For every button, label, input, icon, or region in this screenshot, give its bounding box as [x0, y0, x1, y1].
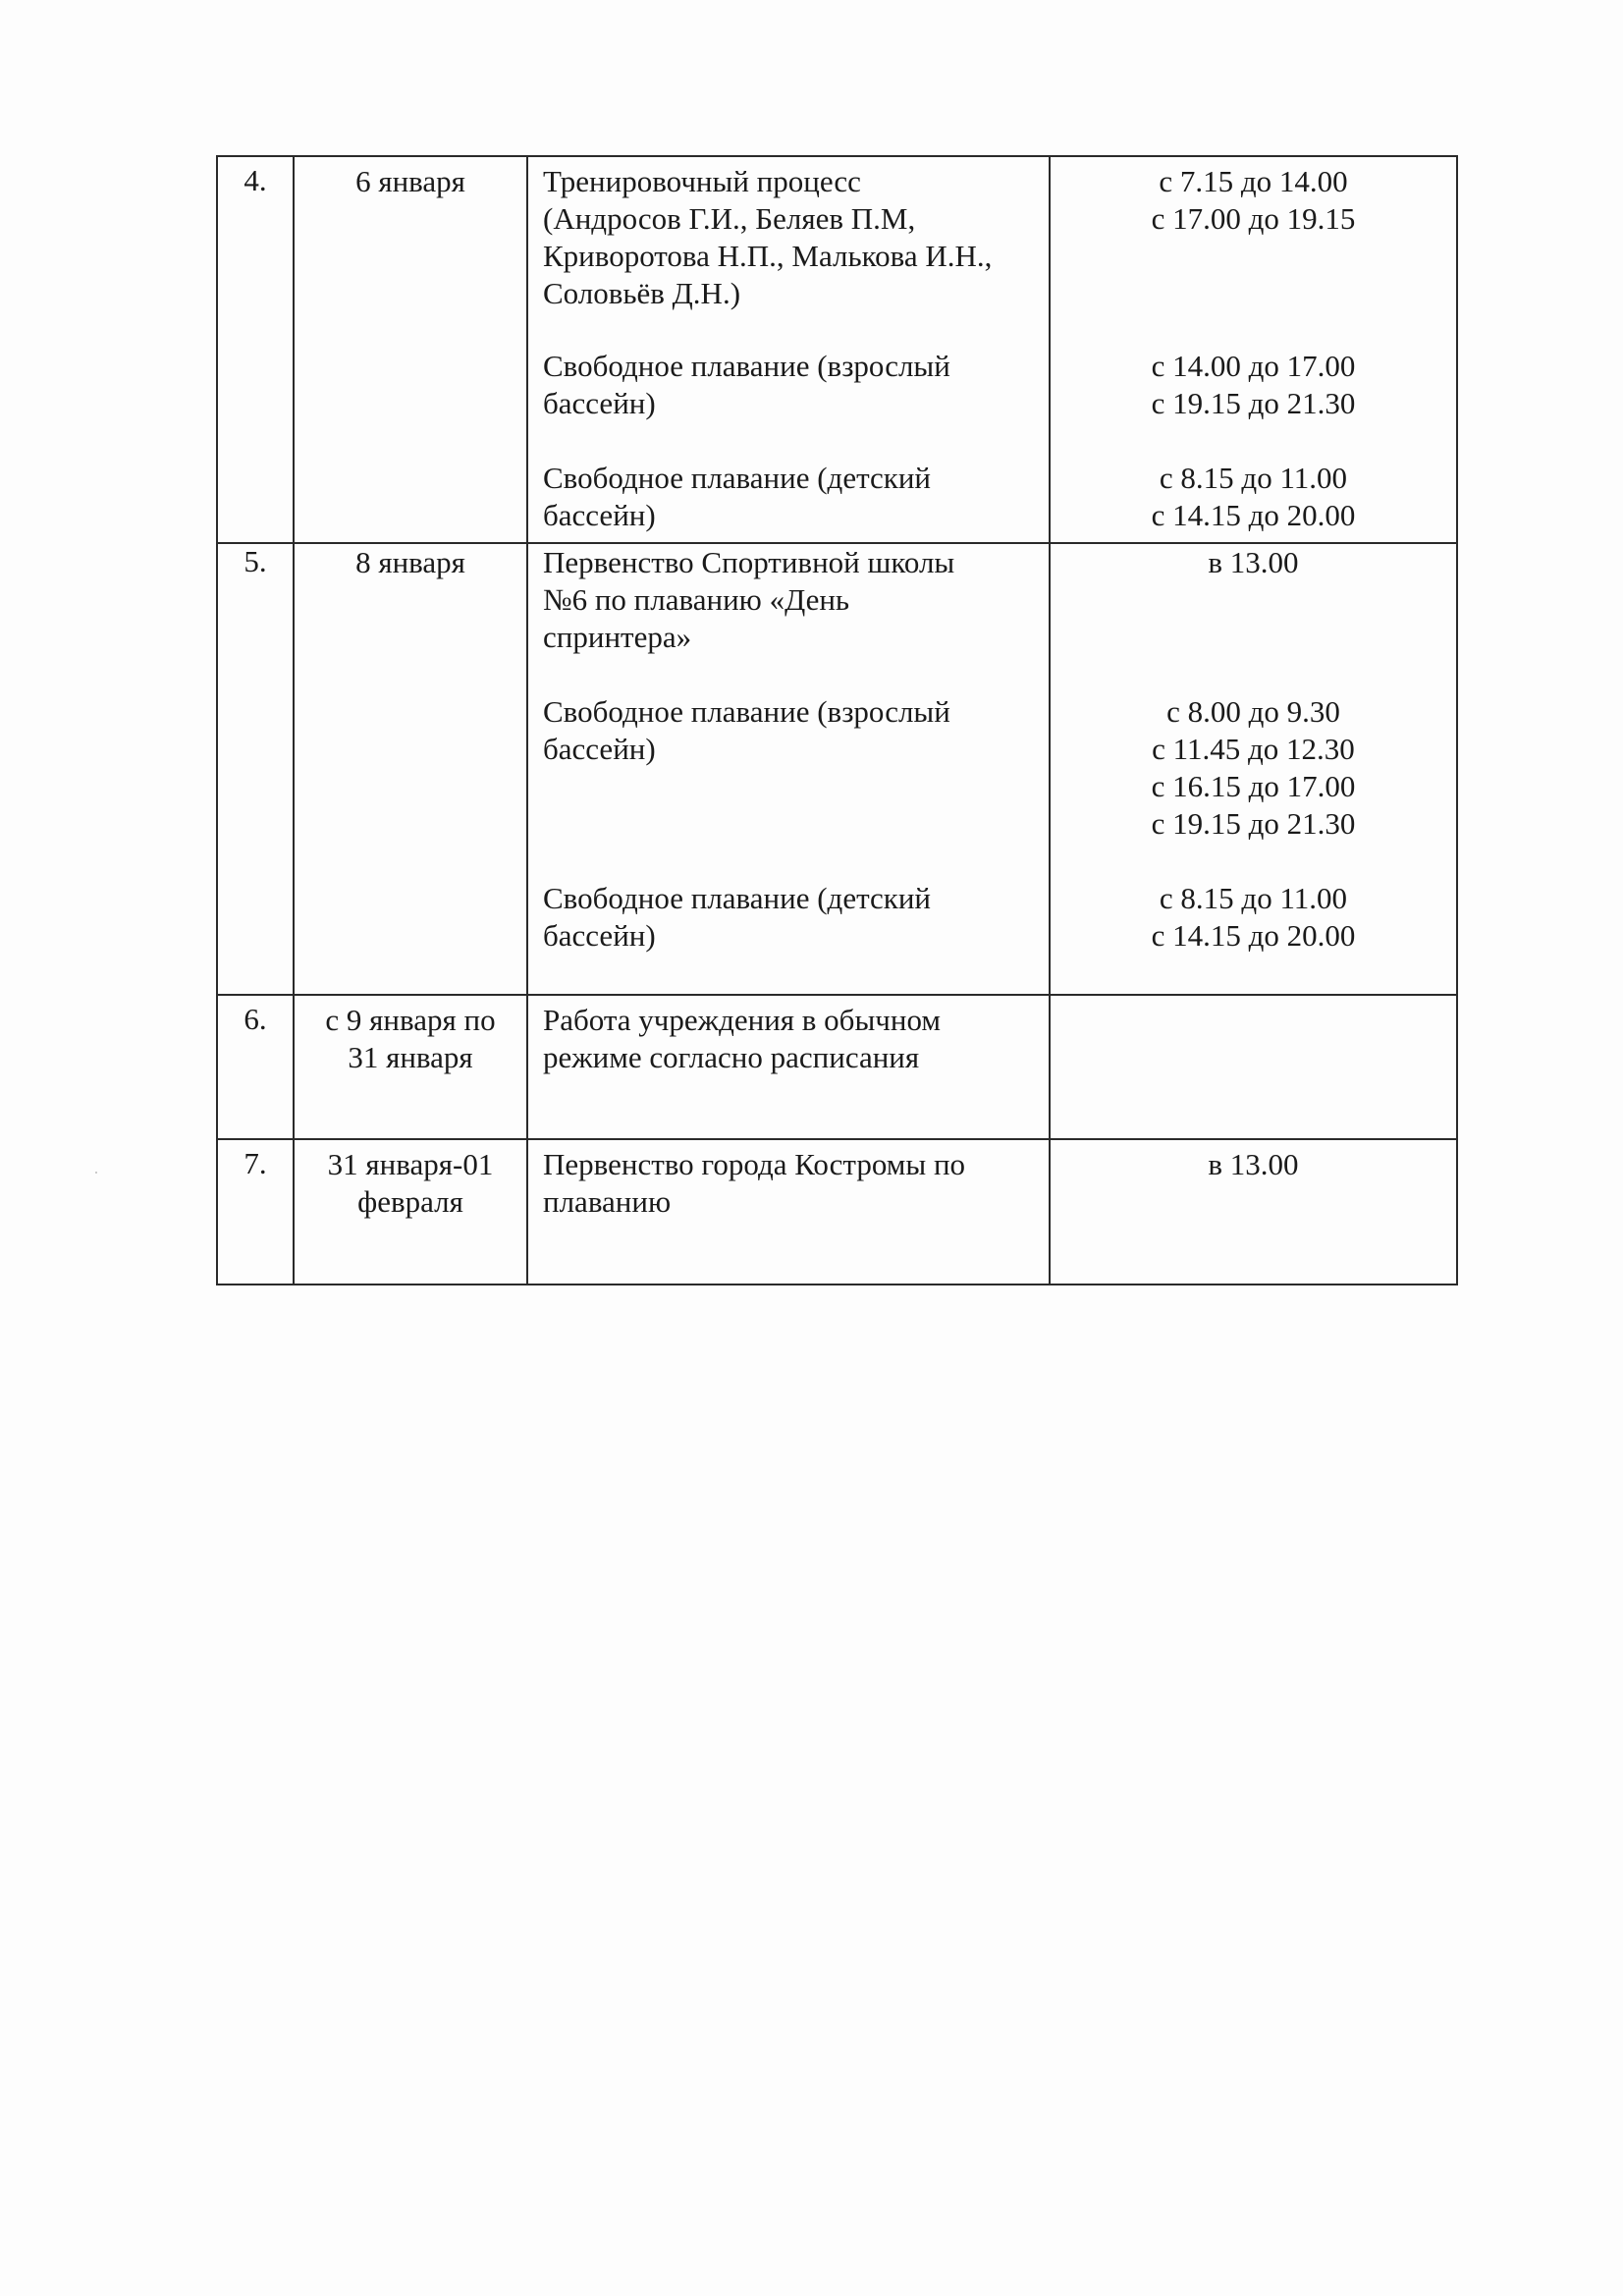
- time-line: с 7.15 до 14.00: [1159, 164, 1348, 198]
- scan-speck: [95, 1172, 97, 1174]
- event-line: (Андросов Г.И., Беляев П.М,: [543, 201, 916, 236]
- date-line: 31 января-01: [327, 1147, 494, 1181]
- row-number-cell: [217, 1139, 294, 1285]
- time-line: с 19.15 до 21.30: [1151, 386, 1356, 420]
- time-cell: [1050, 543, 1457, 995]
- date-cell: [294, 995, 527, 1139]
- table-row: [217, 156, 1457, 543]
- event-line: Криворотова Н.П., Малькова И.Н.,: [543, 239, 993, 273]
- time-cell: [1050, 156, 1457, 543]
- time-line: с 14.00 до 17.00: [1151, 349, 1356, 383]
- table-row: [217, 543, 1457, 995]
- row-number: 5.: [243, 544, 267, 578]
- table-row: [217, 995, 1457, 1139]
- time-line: с 16.15 до 17.00: [1151, 769, 1356, 803]
- row-number-cell: [217, 156, 294, 543]
- event-line: спринтера»: [543, 620, 692, 654]
- table-row: [217, 1139, 1457, 1285]
- date-cell: [294, 156, 527, 543]
- date-cell: [294, 543, 527, 995]
- event-line: плаванию: [543, 1184, 672, 1219]
- schedule-table: [216, 155, 1458, 1285]
- time-cell: [1050, 1139, 1457, 1285]
- time-line: в 13.00: [1208, 1147, 1299, 1181]
- row-number: 4.: [243, 163, 267, 197]
- date-line: 8 января: [355, 545, 465, 579]
- time-line: в 13.00: [1208, 545, 1299, 579]
- event-line: Первенство Спортивной школы: [543, 545, 955, 579]
- time-line: с 17.00 до 19.15: [1151, 201, 1356, 236]
- event-line: Свободное плавание (детский: [543, 881, 932, 915]
- row-number-cell: [217, 543, 294, 995]
- row-number-cell: [217, 995, 294, 1139]
- row-number: 6.: [243, 1002, 267, 1036]
- date-cell: [294, 1139, 527, 1285]
- time-line: с 11.45 до 12.30: [1152, 732, 1355, 766]
- time-line: с 19.15 до 21.30: [1151, 806, 1356, 841]
- event-line: Работа учреждения в обычном: [543, 1003, 941, 1037]
- date-line: с 9 января по: [325, 1003, 496, 1037]
- event-line: Свободное плавание (взрослый: [543, 694, 950, 729]
- event-line: Свободное плавание (взрослый: [543, 349, 950, 383]
- event-line: Соловьёв Д.Н.): [543, 276, 741, 310]
- date-line: 31 января: [348, 1040, 473, 1074]
- event-cell: [527, 1139, 1050, 1285]
- event-line: Свободное плавание (детский: [543, 461, 932, 495]
- row-number: 7.: [243, 1146, 267, 1180]
- time-line: с 14.15 до 20.00: [1151, 918, 1356, 953]
- event-line: бассейн): [543, 918, 656, 953]
- time-line: с 8.15 до 11.00: [1159, 461, 1348, 495]
- time-line: с 8.00 до 9.30: [1166, 694, 1340, 729]
- event-line: бассейн): [543, 386, 656, 420]
- event-cell: [527, 543, 1050, 995]
- event-line: №6 по плаванию «День: [543, 582, 850, 617]
- event-line: Тренировочный процесс: [543, 164, 861, 198]
- event-line: бассейн): [543, 498, 656, 532]
- time-line: с 8.15 до 11.00: [1159, 881, 1348, 915]
- date-line: 6 января: [355, 164, 465, 198]
- event-cell: [527, 156, 1050, 543]
- event-line: режиме согласно расписания: [543, 1040, 920, 1074]
- event-line: Первенство города Костромы по: [543, 1147, 966, 1181]
- date-line: февраля: [357, 1184, 463, 1219]
- event-cell: [527, 995, 1050, 1139]
- time-cell: [1050, 995, 1457, 1139]
- event-line: бассейн): [543, 732, 656, 766]
- time-line: с 14.15 до 20.00: [1151, 498, 1356, 532]
